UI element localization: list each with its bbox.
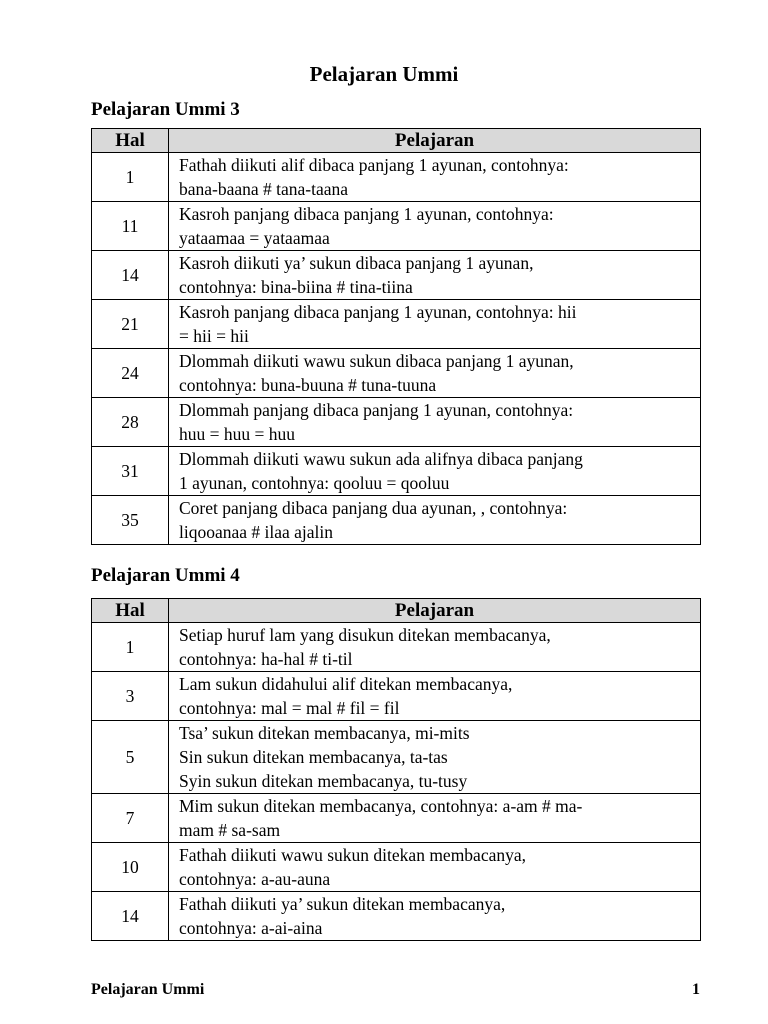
lesson-table-ummi-4 [91, 598, 701, 941]
lesson-table-ummi-3 [91, 128, 701, 545]
hal-cell: 10 [92, 843, 169, 892]
table-row [92, 672, 701, 721]
hal-cell: 1 [92, 623, 169, 672]
table-header-row [92, 599, 701, 623]
page-number: 1 [692, 981, 700, 998]
hal-cell: 31 [92, 447, 169, 496]
pelajaran-cell: Kasroh panjang dibaca panjang 1 ayunan, contohnya: hii = hii = hii [169, 300, 701, 349]
hal-cell: 7 [92, 794, 169, 843]
table-row [92, 794, 701, 843]
table-row [92, 843, 701, 892]
pelajaran-cell: Fathah diikuti ya’ sukun ditekan membacanya, contohnya: a-ai-aina [169, 892, 701, 941]
hal-cell: 5 [92, 721, 169, 794]
pelajaran-cell: Mim sukun ditekan membacanya, contohnya: a-am # ma- mam # sa-sam [169, 794, 701, 843]
table-row [92, 892, 701, 941]
page-title: Pelajaran Ummi [309, 62, 459, 86]
hal-cell: 14 [92, 892, 169, 941]
hal-cell: 21 [92, 300, 169, 349]
hal-cell: 28 [92, 398, 169, 447]
table-row [92, 496, 701, 545]
hal-cell: 1 [92, 153, 169, 202]
section-heading-ummi-4: Pelajaran Ummi 4 [91, 565, 240, 586]
table-row [92, 721, 701, 794]
pelajaran-cell: Setiap huruf lam yang disukun ditekan membacanya, contohnya: ha-hal # ti-til [169, 623, 701, 672]
table-row [92, 349, 701, 398]
pelajaran-cell: Fathah diikuti wawu sukun ditekan membacanya, contohnya: a-au-auna [169, 843, 701, 892]
footer-title: Pelajaran Ummi [91, 981, 205, 998]
hal-cell: 24 [92, 349, 169, 398]
hal-cell: 14 [92, 251, 169, 300]
pelajaran-cell: Kasroh panjang dibaca panjang 1 ayunan, contohnya: yataamaa = yataamaa [169, 202, 701, 251]
hal-cell: 35 [92, 496, 169, 545]
table-row [92, 153, 701, 202]
table-row [92, 398, 701, 447]
table-row [92, 251, 701, 300]
table-row [92, 623, 701, 672]
table-header-row [92, 129, 701, 153]
pelajaran-cell: Dlommah diikuti wawu sukun ada alifnya dibaca panjang 1 ayunan, contohnya: qooluu = qooluu [169, 447, 701, 496]
section-heading-ummi-3: Pelajaran Ummi 3 [91, 99, 240, 120]
column-header-pelajaran: Pelajaran [169, 129, 701, 153]
column-header-hal: Hal [92, 599, 169, 623]
pelajaran-cell: Coret panjang dibaca panjang dua ayunan, , contohnya: liqooanaa # ilaa ajalin [169, 496, 701, 545]
pelajaran-cell: Tsa’ sukun ditekan membacanya, mi-mits Sin sukun ditekan membacanya, ta-tas Syin sukun ditekan membacanya, tu-tusy [169, 721, 701, 794]
column-header-pelajaran: Pelajaran [169, 599, 701, 623]
table-row [92, 202, 701, 251]
table-row [92, 447, 701, 496]
pelajaran-cell: Fathah diikuti alif dibaca panjang 1 ayunan, contohnya: bana-baana # tana-taana [169, 153, 701, 202]
column-header-hal: Hal [92, 129, 169, 153]
hal-cell: 11 [92, 202, 169, 251]
pelajaran-cell: Kasroh diikuti ya’ sukun dibaca panjang 1 ayunan, contohnya: bina-biina # tina-tiina [169, 251, 701, 300]
pelajaran-cell: Dlommah panjang dibaca panjang 1 ayunan, contohnya: huu = huu = huu [169, 398, 701, 447]
hal-cell: 3 [92, 672, 169, 721]
pelajaran-cell: Lam sukun didahului alif ditekan membacanya, contohnya: mal = mal # fil = fil [169, 672, 701, 721]
pelajaran-cell: Dlommah diikuti wawu sukun dibaca panjang 1 ayunan, contohnya: buna-buuna # tuna-tuuna [169, 349, 701, 398]
table-row [92, 300, 701, 349]
